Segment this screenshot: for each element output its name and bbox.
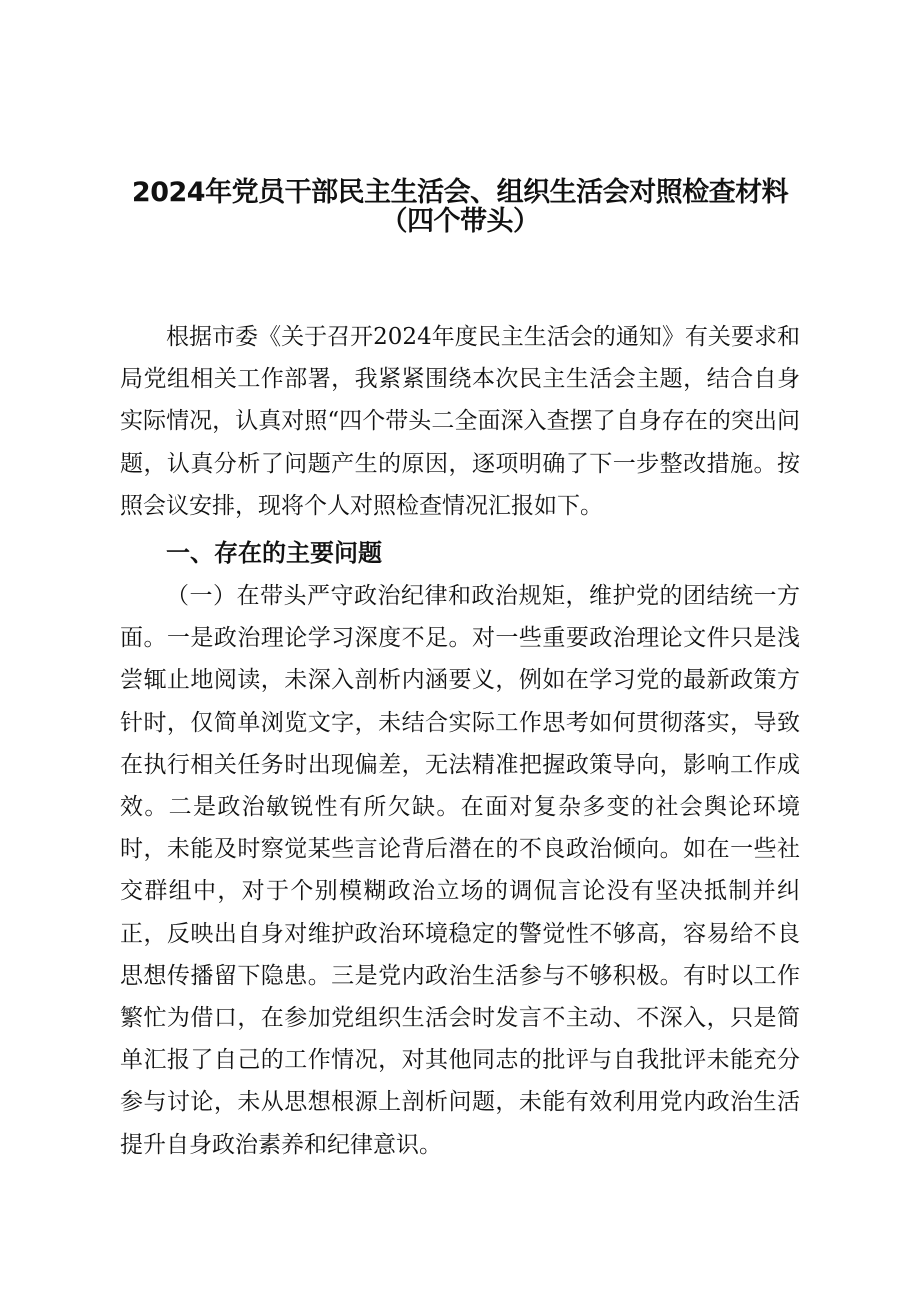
intro-paragraph: 根据市委《关于召开2024年度民主生活会的通知》有关要求和局党组相关工作部署，我紧紧围绕本次民主生活会主题，结合自身实际情况，认真对照“四个带头二全面深入查摆了自身存在的突出问题，认真分析了问题产生的原因，逐项明确了下一步整改措施。按照会议安排，现将个人对照检查情况汇报如下。 <box>120 324 800 519</box>
document-title: 2024年党员干部民主生活会、组织生活会对照检查材料 <box>131 177 789 208</box>
document-subtitle: （四个带头） <box>380 206 540 237</box>
section-paragraph: （一）在带头严守政治纪律和政治规矩，维护党的团结统一方面。一是政治理论学习深度不足。对一些重要政治理论文件只是浅尝辄止地阅读，未深入剖析内涵要义，例如在学习党的最新政策方针时，仅简单浏览文字，未结合实际工作思考如何贯彻落实，导致在执行相关任务时出现偏差，无法精准把握政策导向，影响工作成效。二是政治敏锐性有所欠缺。在面对复杂多变的社会舆论环境时，未能及时察觉某些言论背后潜在的不良政治倾向。如在一些社交群组中，对于个别模糊政治立场的调侃言论没有坚决抵制并纠正，反映出自身对维护政治环境稳定的警觉性不够高，容易给不良思想传播留下隐患。三是党内政治生活参与不够积极。有时以工作繁忙为借口，在参加党组织生活会时发言不主动、不深入，只是简单汇报了自己的工作情况，对其他同志的批评与自我批评未能充分参与讨论，未从思想根源上剖析问题，未能有效利用党内政治生活提升自身政治素养和纪律意识。 <box>120 583 800 1158</box>
section-heading: 一、存在的主要问题 <box>166 539 382 567</box>
